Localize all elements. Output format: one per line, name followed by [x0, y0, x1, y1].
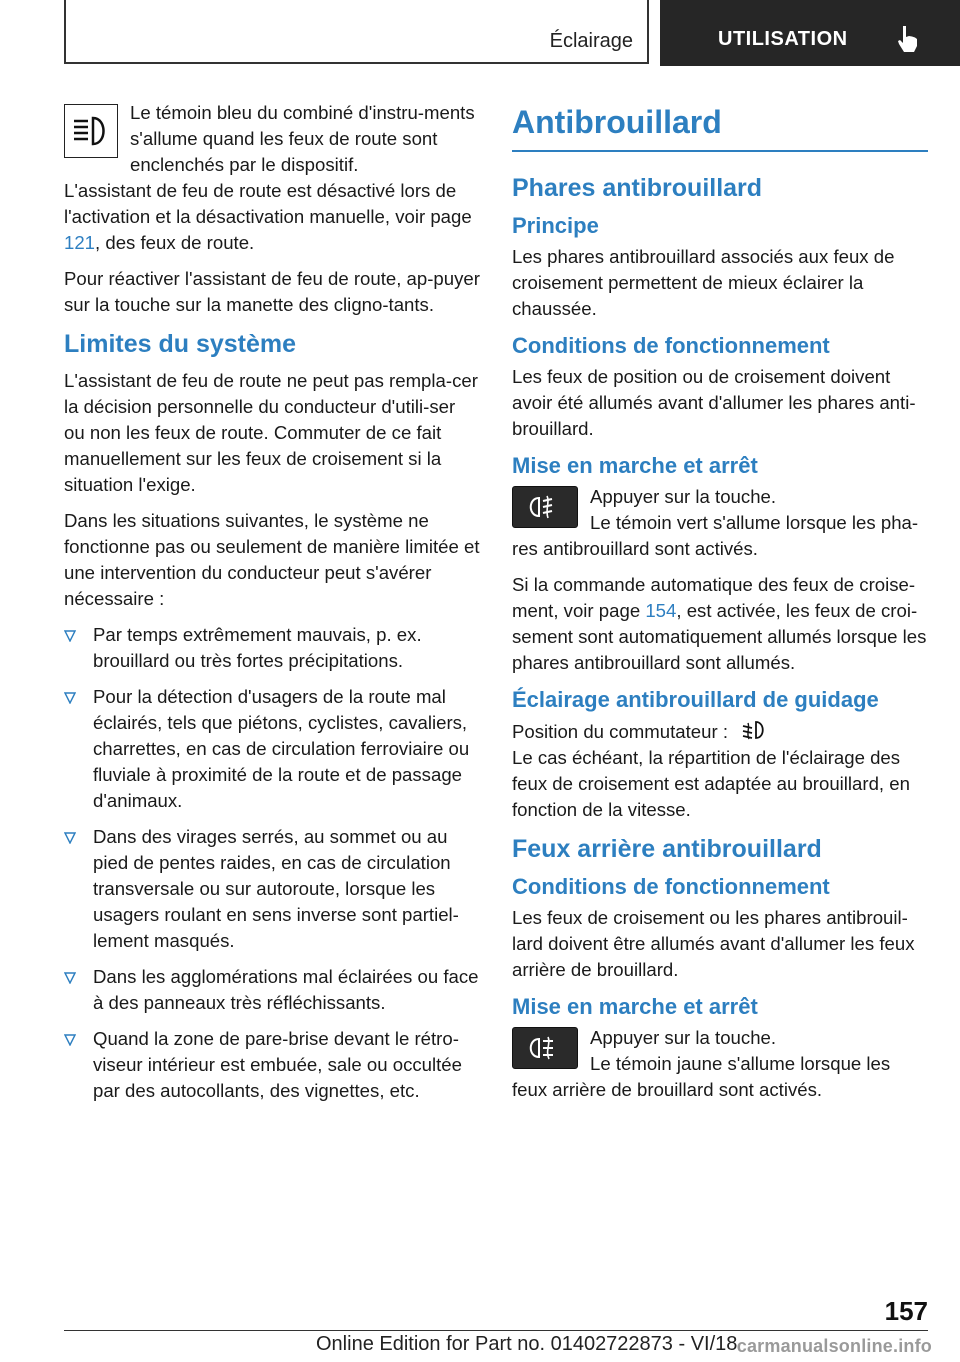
rear-fog-indicator-text-cont: feux arrière de brouillard sont activés. [512, 1079, 823, 1100]
list-item [64, 622, 480, 674]
front-fog-indicator-text: Le témoin vert s'allume lorsque les pha- [590, 512, 919, 533]
rear-fog-indicator-text: Le témoin jaune s'allume lorsque les [590, 1053, 891, 1074]
fog-guide-light-icon [739, 718, 767, 742]
switch-position-line [512, 718, 928, 745]
front-fog-indicator-text-cont: res antibrouillard sont activés. [512, 538, 758, 559]
chapter-title: Antibrouillard [512, 100, 928, 152]
left-column [64, 100, 480, 1114]
limits-paragraph-1: L'assistant de feu de route ne peut pas rempla-cer la décision personnelle du conducteur d'utili-ser ou non les feux de route. Commuter de ce fait manuellement sur les feux de croisement si la situation l'exige. [64, 370, 478, 495]
deactivation-text-end: , des feux de route. [95, 232, 255, 253]
high-beam-indicator-text: Le témoin bleu du combiné d'instru-ments s'allume quand les feux de route sont enclenchés par le dispositif. [130, 102, 475, 175]
rear-fog-heading: Feux arrière antibrouillard [512, 835, 822, 863]
auto-lights-text: Si la commande automatique des feux de croise-ment, voir page [512, 574, 916, 621]
principle-text: Les phares antibrouillard associés aux feux de croisement permettent de mieux éclairer la chaussée. [512, 246, 895, 319]
list-item [64, 1026, 480, 1104]
deactivation-paragraph [64, 178, 480, 256]
high-beam-indicator-note [64, 100, 480, 178]
footer-divider [64, 1330, 928, 1331]
triangle-bullet-icon [64, 832, 76, 844]
page-link-154[interactable]: 154 [645, 600, 677, 621]
list-item [64, 684, 480, 814]
high-beam-indicator-icon [64, 104, 118, 158]
header-section-box [64, 0, 649, 64]
guide-lighting-heading: Éclairage antibrouillard de guidage [512, 687, 879, 712]
list-item-text: Dans des virages serrés, au sommet ou au pied de pentes raides, en cas de circulation transversale ou sur autoroute, lorsque les usagers roulant en sens inverse sont partiel-lement masqués. [93, 826, 459, 951]
page-link-121[interactable]: 121 [64, 232, 96, 253]
list-item-text: Quand la zone de pare-brise devant le rétro-viseur intérieur est embuée, sale ou occultée par des autocollants, des vignettes, etc. [93, 1028, 462, 1101]
pointing-hand-icon [896, 24, 920, 54]
page-number: 157 [884, 1296, 928, 1326]
auto-lights-text-end: , est activée, les feux de croi-sement sont automatiquement allumés lorsque les phares antibrouillard sont allumés. [512, 600, 927, 673]
triangle-bullet-icon [64, 972, 76, 984]
front-fog-press-text: Appuyer sur la touche. [590, 486, 777, 507]
limits-paragraph-2: Dans les situations suivantes, le système ne fonctionne pas ou seulement de manière limitée et une intervention du conducteur peut s'avérer nécessaire : [64, 510, 480, 609]
rear-fog-press-text: Appuyer sur la touche. [590, 1027, 777, 1048]
reactivation-paragraph: Pour réactiver l'assistant de feu de route, ap-puyer sur la touche sur la manette des cligno-tants. [64, 268, 480, 315]
list-item-text: Pour la détection d'usagers de la route mal éclairés, tels que piétons, cyclistes, cavaliers, charrettes, en cas de circulation ferroviaire ou fluviale à proximité de la route et de passage d'animaux. [93, 686, 470, 811]
rear-conditions-heading: Conditions de fonctionnement [512, 874, 830, 899]
list-item-text: Dans les agglomérations mal éclairées ou face à des panneaux très réfléchissants. [93, 966, 479, 1013]
triangle-bullet-icon [64, 692, 76, 704]
triangle-bullet-icon [64, 1034, 76, 1046]
rear-on-off-heading: Mise en marche et arrêt [512, 994, 758, 1019]
deactivation-text: L'assistant de feu de route est désactivé lors de l'activation et la désactivation manuelle, voir page [64, 180, 472, 227]
switch-position-label: Position du commutateur : [512, 721, 728, 742]
conditions-heading: Conditions de fonctionnement [512, 333, 830, 358]
front-fog-button-text [590, 484, 918, 536]
header-chapter-tab [660, 0, 960, 66]
auto-lights-paragraph [512, 572, 928, 676]
edition-note: Online Edition for Part no. 01402722873 - VI/18 [316, 1333, 738, 1355]
triangle-bullet-icon [64, 630, 76, 642]
header-section-title: Éclairage [549, 30, 633, 52]
on-off-heading: Mise en marche et arrêt [512, 453, 758, 478]
front-fog-heading: Phares antibrouillard [512, 174, 763, 202]
list-item-text: Par temps extrêmement mauvais, p. ex. brouillard ou très fortes précipitations. [93, 624, 422, 671]
limits-heading: Limites du système [64, 330, 297, 358]
front-fog-button-row [512, 484, 928, 536]
rear-fog-button-row [512, 1025, 928, 1077]
guide-lighting-text: Le cas échéant, la répartition de l'éclairage des feux de croisement est adaptée au brouillard, en fonction de la vitesse. [512, 747, 910, 820]
header-chapter-title: UTILISATION [718, 28, 848, 50]
list-item [64, 824, 480, 954]
rear-fog-button-text [590, 1025, 890, 1077]
right-column [512, 100, 928, 1103]
list-item [64, 964, 480, 1016]
principle-heading: Principe [512, 213, 599, 238]
rear-fog-button-icon [512, 1027, 578, 1069]
front-fog-button-icon [512, 486, 578, 528]
watermark: carmanualsonline.info [736, 1336, 932, 1356]
conditions-text: Les feux de position ou de croisement doivent avoir été allumés avant d'allumer les phares anti-brouillard. [512, 366, 916, 439]
limits-list [64, 622, 480, 1104]
rear-conditions-text: Les feux de croisement ou les phares antibrouil-lard doivent être allumés avant d'allumer les feux arrière de brouillard. [512, 907, 915, 980]
